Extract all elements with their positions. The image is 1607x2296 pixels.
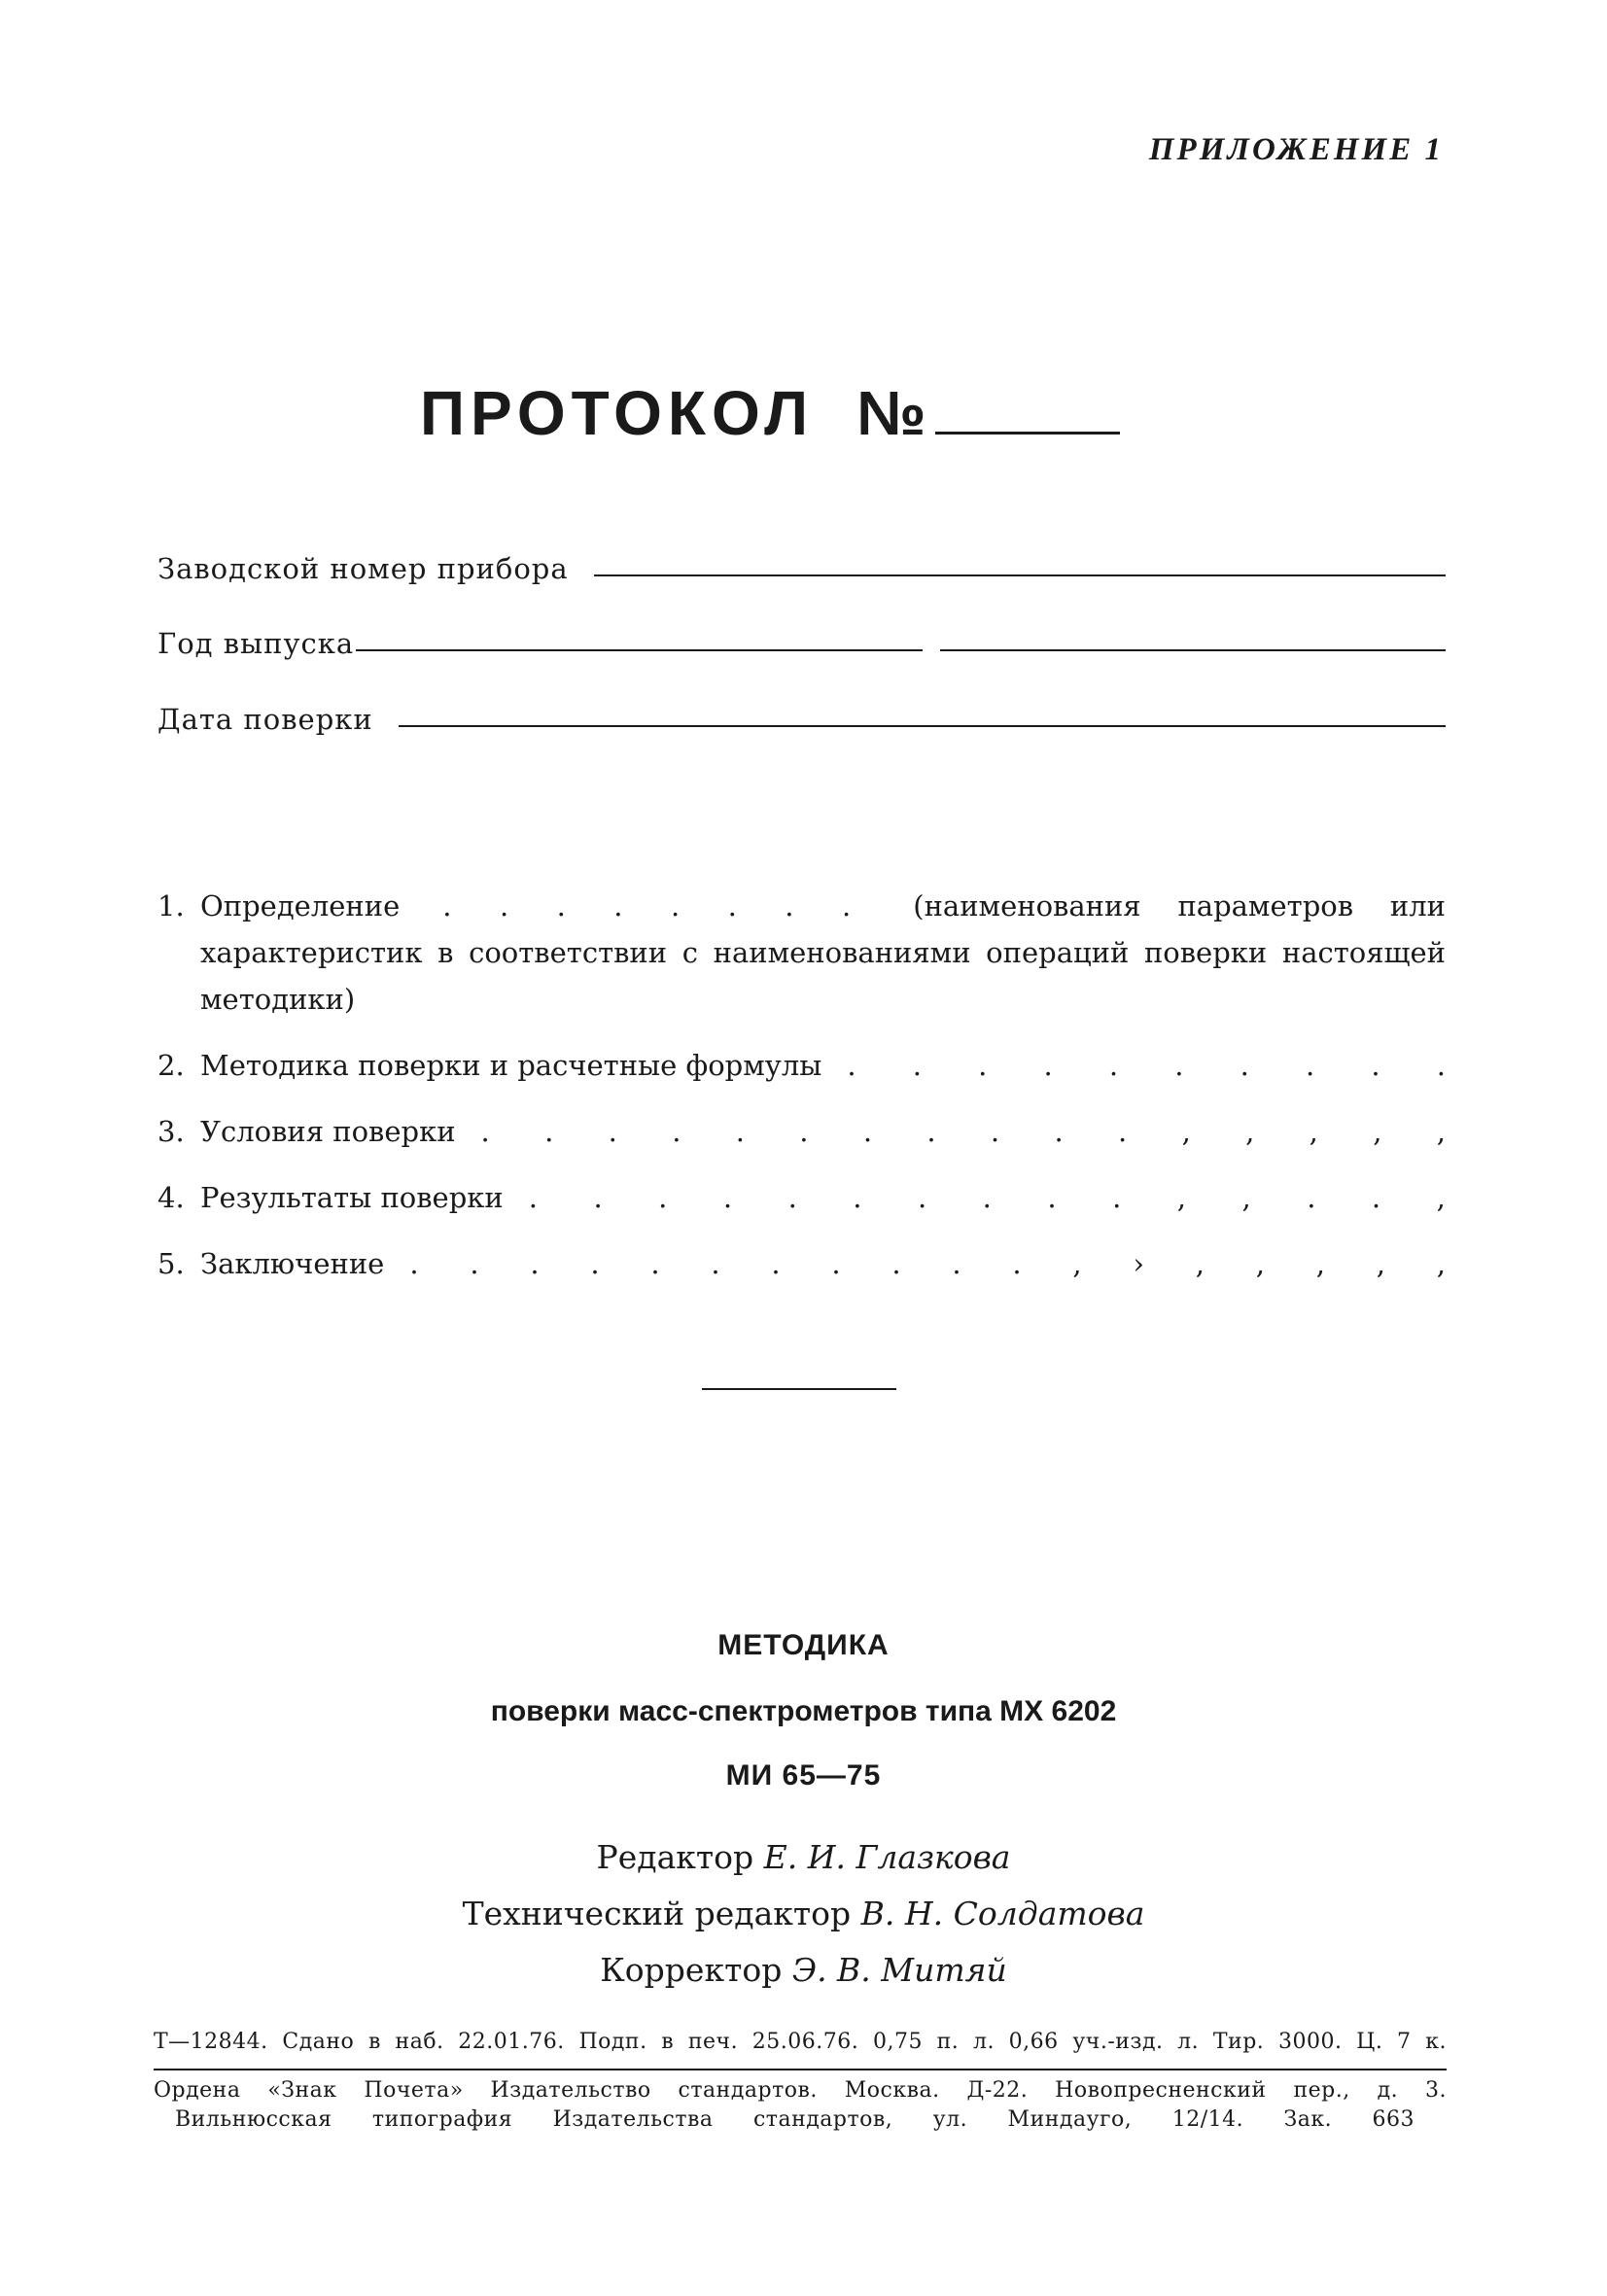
leader-dot: . <box>771 1247 781 1280</box>
leader-dot: . <box>1371 1049 1380 1082</box>
leader-dot: . <box>1371 1181 1381 1214</box>
item-description-start <box>913 883 1446 929</box>
corrector-credit <box>0 1942 1607 1999</box>
leader-dot: . <box>499 889 509 922</box>
check-date-label: Дата поверки <box>157 703 373 736</box>
leader-dot: . <box>711 1247 720 1280</box>
leader-dot: . <box>528 1181 538 1214</box>
leader-dot: . <box>853 1181 862 1214</box>
leader-dot: , <box>1309 1115 1318 1148</box>
release-year-blank-1 <box>356 648 923 651</box>
leader-dot: . <box>1436 1049 1446 1082</box>
leader-dot: . <box>952 1247 961 1280</box>
corrector-role: Корректор <box>600 1951 783 1989</box>
editor-credit <box>0 1829 1607 1886</box>
tech-editor-credit <box>0 1886 1607 1942</box>
leader-dot: , <box>1195 1247 1205 1280</box>
leader-dot: . <box>1240 1049 1249 1082</box>
item-leader-dots <box>409 1240 1446 1287</box>
item-number: 2. <box>157 1049 185 1082</box>
leader-dot: . <box>891 1247 901 1280</box>
item-number: 3. <box>157 1115 185 1148</box>
paren-word: параметров <box>1177 889 1354 922</box>
item-leader-dots <box>847 1042 1446 1089</box>
tech-editor-role: Технический редактор <box>462 1895 852 1932</box>
leader-dot: . <box>409 1247 419 1280</box>
item-leader-dots <box>442 883 851 929</box>
leader-dot: . <box>847 1049 856 1082</box>
leader-dot: . <box>608 1115 617 1148</box>
leader-dot: . <box>670 889 681 922</box>
item-label: Заключение <box>200 1247 385 1280</box>
protocol-heading: ПРОТОКОЛ <box>420 378 815 448</box>
item-label: Определение <box>200 889 401 922</box>
leader-dot: , <box>1436 1247 1446 1280</box>
leader-dot: . <box>1307 1181 1316 1214</box>
leader-dot: , <box>1436 1181 1446 1214</box>
imprint-printer: Вильнюсская типография Издательства стандартов, ул. Миндауго, 12/14. Зак. 663 <box>175 2107 1415 2132</box>
leader-dot: . <box>613 889 623 922</box>
paren-word: или <box>1389 889 1446 922</box>
imprint-publisher: Ордена «Знак Почета» Издательство стандартов. Москва. Д-22. Новопресненский пер., д. 3. <box>154 2078 1447 2103</box>
leader-dot: , <box>1315 1247 1325 1280</box>
release-year-label: Год выпуска <box>157 627 355 660</box>
leader-dot: . <box>1043 1049 1053 1082</box>
leader-dot: , <box>1376 1247 1385 1280</box>
leader-dot: . <box>1054 1115 1064 1148</box>
leader-dot: . <box>1112 1181 1122 1214</box>
protocol-number-blank <box>935 431 1120 435</box>
leader-dot: . <box>672 1115 681 1148</box>
leader-dot: . <box>442 889 452 922</box>
leader-dot: . <box>799 1115 809 1148</box>
leader-dot: . <box>917 1181 927 1214</box>
leader-dot: . <box>1118 1115 1128 1148</box>
method-subtitle: поверки масс-спектрометров типа МХ 6202 <box>490 1695 1117 1727</box>
method-title: МЕТОДИКА <box>717 1629 890 1661</box>
leader-dot: , <box>1181 1115 1191 1148</box>
editor-role: Редактор <box>596 1838 754 1876</box>
item-number: 5. <box>157 1247 185 1280</box>
leader-dot: . <box>785 889 794 922</box>
leader-dot: . <box>727 889 737 922</box>
item-label: Результаты поверки <box>200 1181 504 1214</box>
leader-dot: . <box>593 1181 603 1214</box>
item-leader-dots <box>481 1108 1446 1155</box>
corrector-name: Э. В. Митяй <box>791 1951 1007 1989</box>
item-description-continuation: характеристик в соответствии с наименованиями операций поверки настоящей <box>200 936 1446 969</box>
release-year-blank-2 <box>940 648 1446 651</box>
leader-dot: , <box>1373 1115 1382 1148</box>
leader-dot: . <box>590 1247 600 1280</box>
protocol-items-list <box>157 883 1446 1306</box>
leader-dot: . <box>1047 1181 1057 1214</box>
serial-number-field <box>157 552 1446 585</box>
item-label: Методика поверки и расчетные формулы <box>200 1049 822 1082</box>
check-date-blank <box>399 724 1446 727</box>
leader-dot: . <box>990 1115 1000 1148</box>
protocol-number-label: № <box>856 378 932 448</box>
leader-dot: . <box>862 1115 873 1148</box>
list-item <box>157 1174 1446 1221</box>
item-number: 4. <box>157 1181 185 1214</box>
leader-dot: , <box>1241 1181 1251 1214</box>
protocol-title <box>420 377 1120 449</box>
list-item <box>157 1042 1446 1089</box>
list-item <box>157 1240 1446 1287</box>
list-item <box>157 883 1446 1023</box>
leader-dot: . <box>1108 1049 1119 1082</box>
leader-dot: . <box>1305 1049 1315 1082</box>
serial-number-label: Заводской номер прибора <box>157 552 569 585</box>
leader-dot: , <box>1072 1247 1082 1280</box>
leader-dot: . <box>1012 1247 1022 1280</box>
leader-dot: . <box>480 1115 490 1148</box>
leader-dot: › <box>1133 1247 1144 1280</box>
leader-dot: . <box>556 889 566 922</box>
imprint-rule <box>154 2069 1447 2070</box>
list-item <box>157 1108 1446 1155</box>
imprint-print-details: Т—12844. Сдано в наб. 22.01.76. Подп. в печ. 25.06.76. 0,75 п. л. 0,66 уч.-изд. л. Тир. 3000. Ц. 7 к. <box>154 2030 1447 2054</box>
leader-dot: . <box>912 1049 922 1082</box>
section-divider <box>702 1388 896 1390</box>
leader-dot: . <box>1174 1049 1184 1082</box>
leader-dot: . <box>650 1247 660 1280</box>
check-date-field <box>157 703 1446 736</box>
tech-editor-name: В. Н. Солдатова <box>860 1895 1145 1932</box>
paren-word: (наименования <box>913 889 1141 922</box>
release-year-field <box>157 627 1446 660</box>
leader-dot: . <box>982 1181 992 1214</box>
leader-dot: . <box>722 1181 733 1214</box>
serial-number-blank <box>594 574 1446 576</box>
item-description-end: методики) <box>200 983 356 1016</box>
credits-block <box>0 1829 1607 1999</box>
editor-name: Е. И. Глазкова <box>763 1838 1011 1876</box>
leader-dot: , <box>1436 1115 1446 1148</box>
item-leader-dots <box>529 1174 1446 1221</box>
leader-dot: . <box>831 1247 841 1280</box>
item-label: Условия поверки <box>200 1115 456 1148</box>
leader-dot: . <box>978 1049 988 1082</box>
leader-dot: . <box>735 1115 745 1148</box>
leader-dot: , <box>1255 1247 1265 1280</box>
leader-dot: . <box>787 1181 797 1214</box>
leader-dot: , <box>1245 1115 1255 1148</box>
leader-dot: . <box>530 1247 540 1280</box>
appendix-label: ПРИЛОЖЕНИЕ 1 <box>1148 132 1444 167</box>
leader-dot: . <box>544 1115 554 1148</box>
item-number: 1. <box>157 889 185 922</box>
leader-dot: . <box>470 1247 479 1280</box>
leader-dot: . <box>841 889 852 922</box>
leader-dot: , <box>1176 1181 1186 1214</box>
leader-dot: . <box>926 1115 936 1148</box>
leader-dot: . <box>658 1181 668 1214</box>
method-code: МИ 65—75 <box>725 1759 882 1792</box>
